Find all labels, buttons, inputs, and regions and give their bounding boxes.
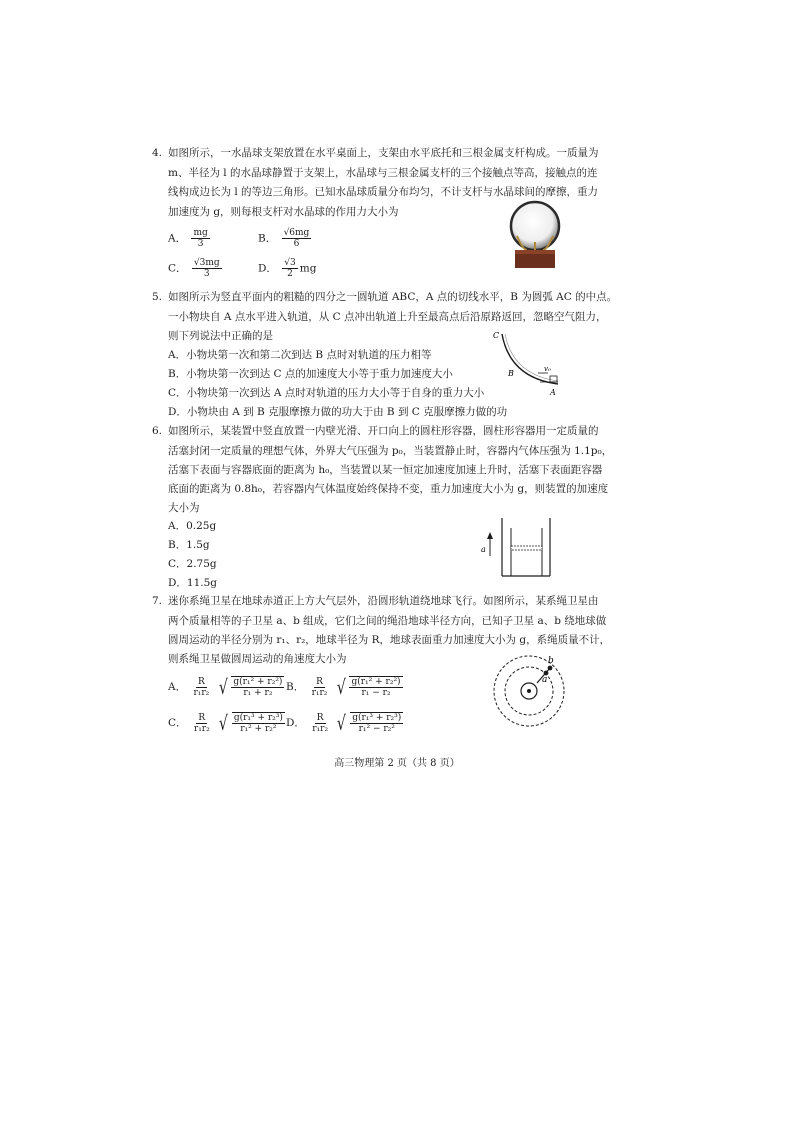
- q7-option-d-label: D．: [286, 717, 305, 729]
- q7-option-c-rad-num: g(r₁³ + r₂³): [233, 713, 283, 723]
- q4-option-d: [258, 258, 316, 279]
- q4-option-d-den: 2: [287, 269, 293, 279]
- q7-option-c-coef-den: r₁r₂: [193, 723, 210, 734]
- q7-line-2: 两个质量相等的子卫星 a、b 组成，它们之间的绳沿地球半径方向，已知子卫星 a、b 绕地球做: [168, 615, 607, 627]
- q6-option-b: B．1.5g: [168, 539, 210, 551]
- q7-option-c-coef-num: R: [198, 712, 206, 723]
- page-footer: 高三物理第 2 页（共 8 页）: [334, 758, 460, 769]
- q7-option-c-label: C．: [168, 717, 187, 729]
- q6-line-4: 底面的距离为 0.8h₀，若容器内气体温度始终保持不变，重力加速度大小为 g，则装置的加速度: [168, 483, 609, 495]
- q7-option-b-rad-den: r₁ − r₂: [361, 688, 391, 698]
- q7-line-4: 则系绳卫星做圆周运动的角速度大小为: [168, 653, 347, 665]
- q7-option-b-label: B．: [286, 681, 305, 693]
- q7-number: 7.: [152, 595, 163, 607]
- q7-option-c-root: √ $\frac{\text{g(r₁³ + r₂³)}}{\text{r₁² + r₂²}}$: [218, 711, 283, 735]
- q4-option-b-den: 6: [293, 239, 300, 249]
- q4-option-c-den: 3: [203, 269, 210, 279]
- q7-option-a-rad-num: g(r₁² + r₂²): [233, 677, 283, 687]
- q7-option-d-root: √ $\frac{\text{g(r₁³ + r₂³)}}{\text{r₁² − r₂²}}$: [337, 711, 402, 735]
- q6-line-5: 大小为: [168, 502, 200, 514]
- q7-option-d-coef-den: r₁r₂: [312, 723, 329, 734]
- q7-option-d-coef-num: R: [316, 712, 324, 723]
- q6-line-1: 如图所示，某装置中竖直放置一内壁光滑、开口向上的圆柱形容器，圆柱形容器用一定质量的: [168, 425, 599, 437]
- q4-line-4: 加速度为 g，则每根支杆对水晶球的作用力大小为: [168, 206, 399, 218]
- q4-option-b-fraction: [282, 228, 312, 249]
- q7-option-b-root: √ $\frac{\text{g(r₁² + r₂²)}}{\text{r₁ − r₂}}$: [336, 675, 401, 699]
- q4-option-d-fraction: [282, 258, 297, 279]
- q5-number: 5.: [152, 291, 163, 303]
- q7-option-a-coef-den: r₁r₂: [193, 687, 210, 698]
- q7-option-a-coef: [191, 677, 211, 698]
- q7-option-c-rad-den: r₁² + r₂²: [240, 724, 277, 734]
- q4-option-d-num: √3: [284, 258, 296, 268]
- crystal-ball-figure: [505, 198, 565, 274]
- tethered-satellite-figure: [492, 654, 566, 728]
- q7-option-d-rad-den: r₁² − r₂²: [358, 724, 395, 734]
- q7-option-b-coef-den: r₁r₂: [311, 687, 328, 698]
- q5-option-b: B．小物块第一次到达 C 点的加速度大小等于重力加速度大小: [168, 368, 453, 380]
- q7-option-a-rad-den: r₁ + r₂: [243, 688, 273, 698]
- q7-line-1: 迷你系绳卫星在地球赤道正上方大气层外，沿圆形轨道绕地球飞行。如图所示，某系绳卫星由: [168, 595, 599, 607]
- q6-option-a: A．0.25g: [168, 520, 217, 532]
- arc-label-a: A: [550, 388, 556, 397]
- q4-option-c-num: √3mg: [193, 258, 220, 268]
- q5-line-2: 一小物块自 A 点水平进入轨道，从 C 点冲出轨道上升至最高点后沿原路返回，忽略空气阻力，: [168, 311, 607, 323]
- q5-option-d: D．小物块由 A 到 B 克服摩擦力做的功大于由 B 到 C 克服摩擦力做的功: [168, 406, 508, 418]
- q4-option-c-fraction: [192, 258, 222, 279]
- satellite-label-a: a: [542, 675, 548, 685]
- q4-line-3: 线构成边长为 l 的等边三角形。已知水晶球质量分布均匀，不计支杆与水晶球间的摩擦，重力: [168, 186, 599, 198]
- q7-option-d: [286, 712, 405, 734]
- q4-option-a-num: mg: [193, 228, 208, 238]
- q4-line-2: m、半径为 l 的水晶球静置于支架上，水晶球与三根金属支杆的三个接触点等高，接触点的连: [168, 167, 598, 179]
- q4-line-1: 如图所示，一水晶球支架放置在水平桌面上，支架由水平底托和三根金属支杆构成。一质量为: [168, 147, 599, 159]
- arc-label-b: B: [508, 369, 514, 378]
- q7-option-b: [286, 676, 405, 698]
- q4-number: 4.: [152, 147, 163, 159]
- q6-number: 6.: [152, 425, 163, 437]
- q7-line-3: 圆周运动的半径分别为 r₁、r₂，地球半径为 R，地球表面重力加速度大小为 g，系绳质量不计，: [168, 634, 611, 646]
- q4-option-a-den: 3: [197, 239, 204, 249]
- q5-line-1: 如图所示为竖直平面内的粗糙的四分之一圆轨道 ABC，A 点的切线水平，B 为圆弧 AC 的中点。: [168, 291, 618, 303]
- q7-option-b-rad-num: g(r₁² + r₂²): [351, 677, 401, 687]
- q6-option-c: C．2.75g: [168, 558, 217, 570]
- q7-option-c-coef: [192, 713, 212, 734]
- q5-option-a: A．小物块第一次和第二次到达 B 点时对轨道的压力相等: [168, 349, 432, 361]
- q4-option-c-label: C．: [168, 262, 187, 275]
- arc-track-figure: [488, 326, 568, 398]
- q4-option-a-label: A．: [168, 232, 187, 245]
- q4-option-c: [168, 258, 224, 279]
- q4-option-b-num: √6mg: [283, 228, 310, 238]
- arc-label-v0: v₀: [544, 365, 551, 373]
- q4-option-a-fraction: [191, 228, 209, 249]
- q7-option-a: [168, 676, 286, 698]
- arc-label-c: C: [493, 331, 500, 340]
- q6-line-3: 活塞下表面与容器底面的距离为 h₀，当装置以某一恒定加速度加速上升时，活塞下表面距容器: [168, 464, 603, 476]
- q4-option-d-label: D．: [258, 262, 277, 275]
- q7-option-a-label: A．: [168, 681, 187, 693]
- q5-option-c: C．小物块第一次到达 A 点时对轨道的压力大小等于自身的重力大小: [168, 387, 485, 399]
- q6-line-2: 活塞封闭一定质量的理想气体，外界大气压强为 p₀，当装置静止时，容器内气体压强为 1.1p₀，: [168, 445, 613, 457]
- q4-option-b-label: B．: [258, 232, 277, 245]
- q4-option-d-tail: mg: [299, 262, 317, 275]
- q7-option-d-rad-num: g(r₁³ + r₂³): [352, 713, 402, 723]
- q4-option-a: [168, 228, 212, 249]
- q5-line-3: 则下列说法中正确的是: [168, 330, 273, 342]
- cylinder-label-a: a: [481, 545, 486, 554]
- q7-option-b-coef: [310, 677, 330, 698]
- q7-option-c: [168, 712, 287, 734]
- cylinder-container-figure: [478, 516, 558, 580]
- q4-option-b: [258, 228, 313, 249]
- q7-option-d-coef: [310, 713, 330, 734]
- satellite-label-b: b: [548, 656, 554, 666]
- q6-option-d: D．11.5g: [168, 577, 218, 589]
- q7-option-a-coef-num: R: [197, 676, 205, 687]
- q7-option-b-coef-num: R: [316, 676, 323, 687]
- q7-option-a-root: √ $\frac{\text{g(r₁² + r₂²)}}{\text{r₁ + r₂}}$: [218, 675, 283, 699]
